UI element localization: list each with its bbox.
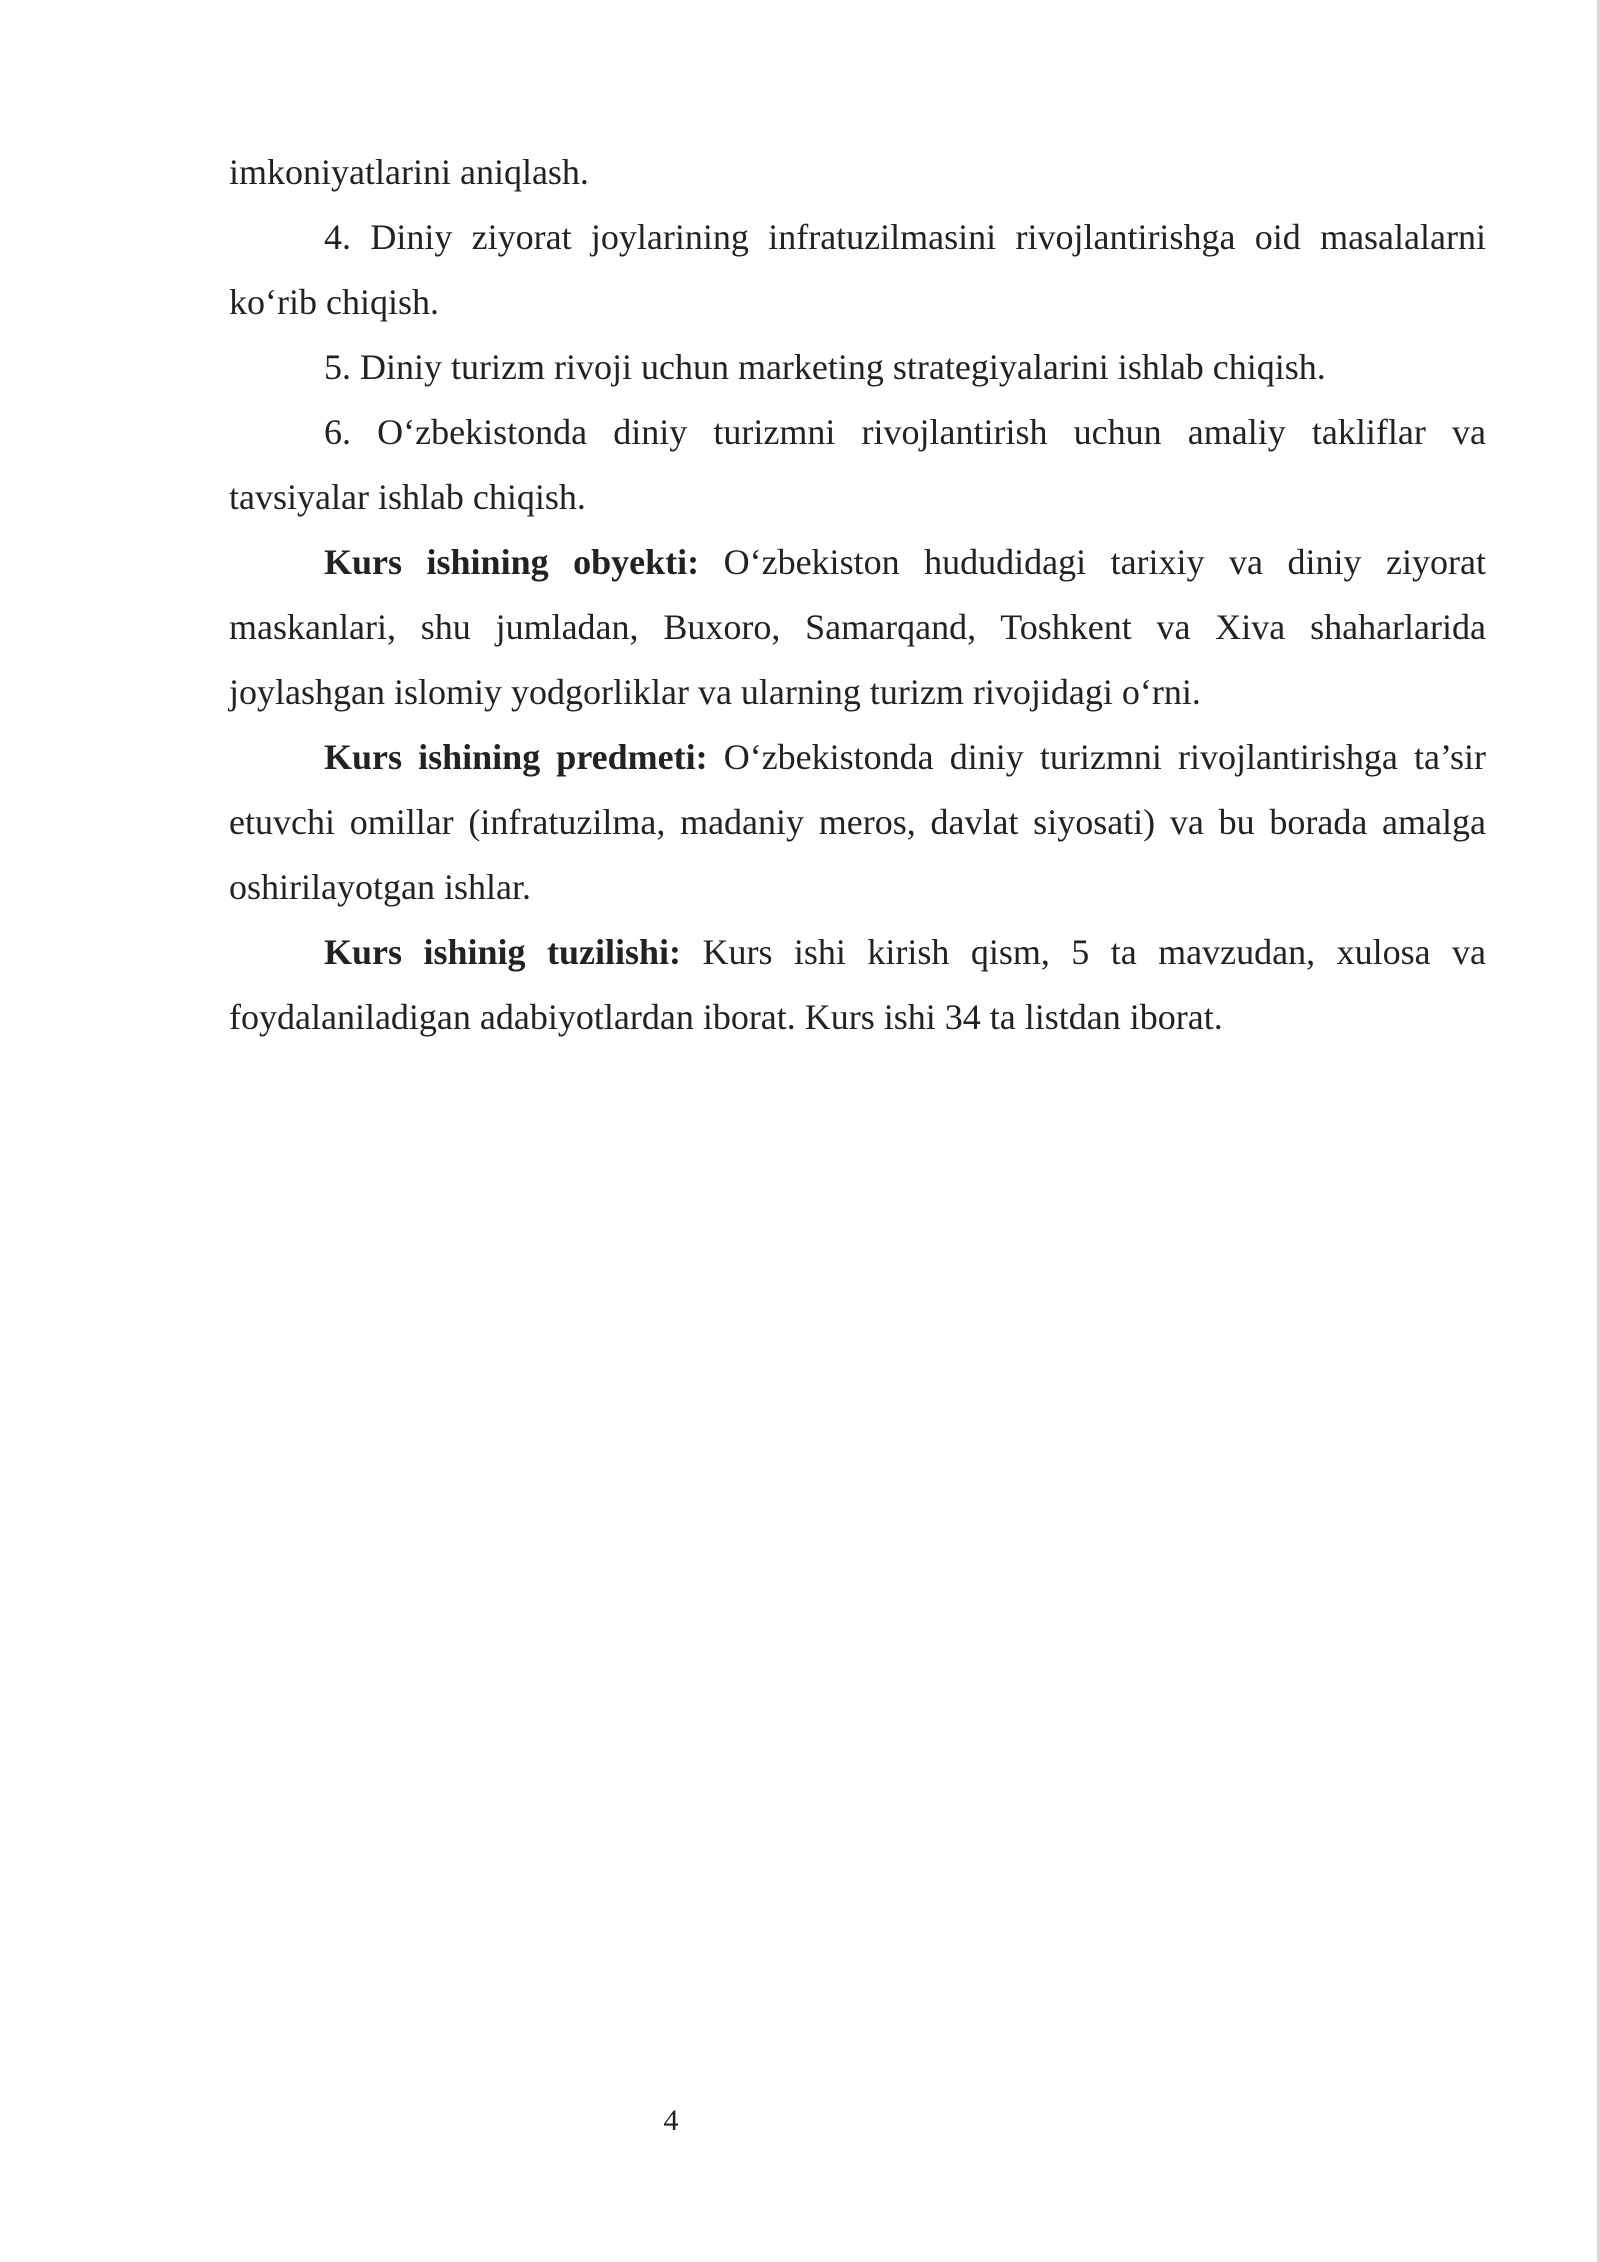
- list-item-6: [229, 400, 1486, 530]
- paragraph-text: imkoniyatlarini aniqlash.: [229, 152, 589, 192]
- paragraph-structure: [229, 920, 1486, 1050]
- paragraph-subject: [229, 725, 1486, 920]
- page-number: 4: [663, 2104, 679, 2137]
- list-item-5: [229, 335, 1486, 400]
- paragraph-lead-heading: Kurs ishining obyekti:: [324, 542, 700, 582]
- paragraph-object: [229, 530, 1486, 725]
- body-text: [229, 140, 1486, 1050]
- paragraph-lead-heading: Kurs ishining predmeti:: [324, 737, 708, 777]
- paragraph-text: Kurs ishi kirish qism, 5 ta mavzudan, xulosa va foydalaniladigan adabiyotlardan iborat. Kurs ishi 34 ta listdan iborat.: [229, 932, 1486, 1037]
- paragraph-text: 5. Diniy turizm rivoji uchun marketing strategiyalarini ishlab chiqish.: [324, 347, 1326, 387]
- paragraph-text: O‘zbekiston hududidagi tarixiy va diniy ziyorat maskanlari, shu jumladan, Buxoro, Samarqand, Toshkent va Xiva shaharlarida joylashgan islomiy yodgorliklar va ularning turizm rivojidagi o‘rni.: [229, 542, 1486, 712]
- paragraph-text: O‘zbekistonda diniy turizmni rivojlantirishga ta’sir etuvchi omillar (infratuzilma, madaniy meros, davlat siyosati) va bu borada amalga oshirilayotgan ishlar.: [229, 737, 1486, 907]
- paragraph-text: 6. O‘zbekistonda diniy turizmni rivojlantirish uchun amaliy takliflar va tavsiyalar ishlab chiqish.: [229, 412, 1486, 517]
- paragraph-lead-heading: Kurs ishinig tuzilishi:: [324, 932, 681, 972]
- paragraph-continuation: [229, 140, 1486, 205]
- paragraph-text: 4. Diniy ziyorat joylarining infratuzilmasini rivojlantirishga oid masalalarni ko‘rib chiqish.: [229, 217, 1486, 322]
- list-item-4: [229, 205, 1486, 335]
